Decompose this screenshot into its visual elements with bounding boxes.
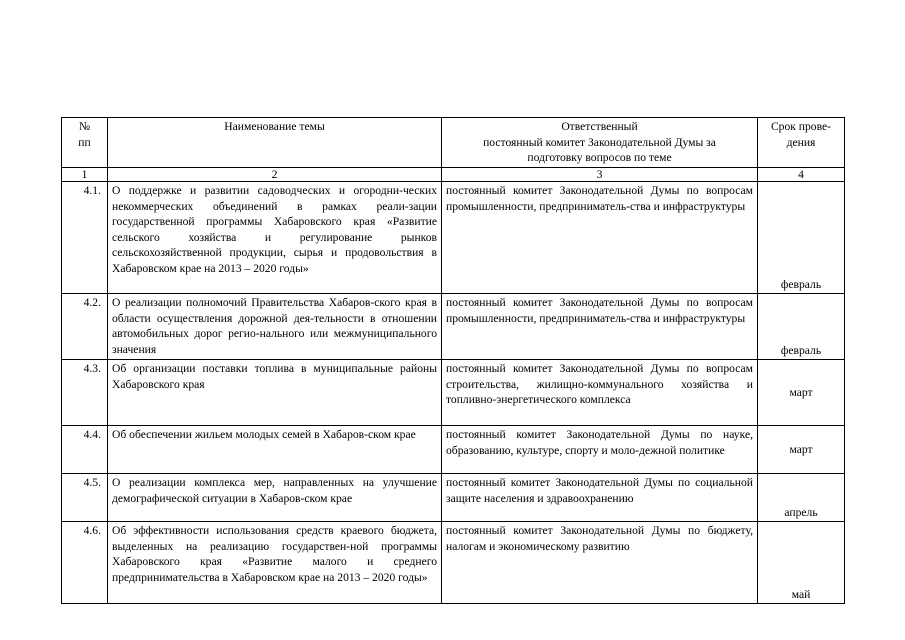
- header-row: [62, 118, 845, 168]
- header-responsible-line-1: Ответственный: [561, 120, 638, 133]
- row-number: 4.5.: [62, 474, 108, 522]
- plan-table: [61, 117, 845, 604]
- header-num-line-1: №: [78, 120, 91, 133]
- row-responsible: постоянный комитет Законодательной Думы по вопросам промышленности, предприниматель-ства и инфраструктуры: [442, 294, 758, 360]
- header-topic: Наименование темы: [108, 118, 442, 168]
- column-number-1: 1: [62, 168, 108, 182]
- row-number: 4.4.: [62, 426, 108, 474]
- row-responsible: постоянный комитет Законодательной Думы по вопросам строительства, жилищно-коммунального хозяйства и топливно-энергетического комплекса: [442, 360, 758, 426]
- row-number: 4.1.: [62, 182, 108, 294]
- table-row: [62, 426, 845, 474]
- header-term: [758, 118, 845, 168]
- column-number-3: 3: [442, 168, 758, 182]
- row-number: 4.3.: [62, 360, 108, 426]
- header-term-line-1: Срок прове-: [770, 120, 832, 133]
- table-row: [62, 522, 845, 604]
- header-responsible: [442, 118, 758, 168]
- header-responsible-line-3: подготовку вопросов по теме: [527, 151, 672, 165]
- header-responsible-line-2: постоянный комитет Законодательной Думы за: [483, 135, 716, 149]
- header-num-line-2: пп: [78, 135, 91, 149]
- row-term: март: [758, 360, 845, 426]
- row-responsible: постоянный комитет Законодательной Думы по вопросам промышленности, предприниматель-ства и инфраструктуры: [442, 182, 758, 294]
- row-responsible: постоянный комитет Законодательной Думы по науке, образованию, культуре, спорту и моло-дежной политике: [442, 426, 758, 474]
- table-row: [62, 294, 845, 360]
- table-row: [62, 182, 845, 294]
- row-topic: Об организации поставки топлива в муниципальные районы Хабаровского края: [108, 360, 442, 426]
- header-num: [62, 118, 108, 168]
- row-number: 4.2.: [62, 294, 108, 360]
- row-responsible: постоянный комитет Законодательной Думы по бюджету, налогам и экономическому развитию: [442, 522, 758, 604]
- column-number-2: 2: [108, 168, 442, 182]
- row-topic: О реализации полномочий Правительства Хабаров-ского края в области осуществления дорожной дея-тельности в отношении автомобильных дорог регио-нального или межмуниципального значения: [108, 294, 442, 360]
- row-term: февраль: [758, 182, 845, 294]
- table-row: [62, 474, 845, 522]
- column-number-row: [62, 168, 845, 182]
- header-term-line-2: дения: [786, 135, 816, 149]
- table-row: [62, 360, 845, 426]
- column-number-4: 4: [758, 168, 845, 182]
- row-topic: Об эффективности использования средств краевого бюджета, выделенных на реализацию государствен-ной программы Хабаровского края «Развитие малого и среднего предпринимательства в Хабаровском крае на 2013 – 2020 годы»: [108, 522, 442, 604]
- row-term: май: [758, 522, 845, 604]
- row-topic: О поддержке и развитии садоводческих и огородни-ческих некоммерческих объединений в рамках реали-зации государственной программы Хабаровского края «Развитие сельского хозяйства и регулирование рынков сельскохозяйственной продукции, сырья и продовольствия в Хабаровском крае на 2013 – 2020 годы»: [108, 182, 442, 294]
- row-responsible: постоянный комитет Законодательной Думы по социальной защите населения и здравоохранению: [442, 474, 758, 522]
- row-topic: О реализации комплекса мер, направленных на улучшение демографической ситуации в Хабаров-ском крае: [108, 474, 442, 522]
- row-topic: Об обеспечении жильем молодых семей в Хабаров-ском крае: [108, 426, 442, 474]
- row-term: февраль: [758, 294, 845, 360]
- row-term: апрель: [758, 474, 845, 522]
- row-term: март: [758, 426, 845, 474]
- row-number: 4.6.: [62, 522, 108, 604]
